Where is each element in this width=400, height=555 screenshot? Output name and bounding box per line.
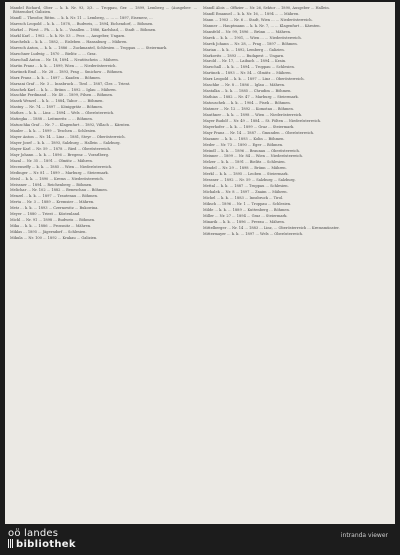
library-bars-icon: [8, 539, 13, 548]
directory-entry: Marzani Graf ... Nr. 3 ... Innsbruck ... Tirol ... 1887, Cles ... Trient.: [10, 81, 131, 86]
directory-entry: Mendel ... Nr. 29 ... 1898 ... Brünn ... Mähren.: [203, 166, 287, 171]
directory-entry: Metz ... k. k. ... 1893 ... Czernowitz ... Bukowina.: [10, 206, 99, 211]
directory-entry: Mandl Emanuel ... k. k. Nr. 16, ... 1894 ... ... Mähren.: [203, 11, 300, 16]
directory-entry: Meder ... Nr. 73 ... 1890 ... Eger ... Böhmen.: [203, 142, 284, 147]
directory-entry: Minarik ... k. k. ... 1896 ... Prerau ... Mähren.: [203, 219, 285, 224]
directory-entry: Marx Leopold ... k. k. ... 1897 ... Linz ... Oberösterreich.: [203, 77, 305, 82]
logo-line-2: bibliothek: [16, 539, 76, 550]
directory-entry: Marcheluk ... k. k. ... 1882, ... Eisleben ... Hansaburg ... Mähren.: [10, 40, 128, 45]
directory-entry: Mika ... k. k. ... 1886 ... Prossnitz ... Mähren.: [10, 224, 92, 229]
directory-entry: Mikula ... Nr. 100 ... 1892 ... Krakau ... Galizien.: [10, 235, 98, 240]
directory-entry: Mayer Rudolf ... Nr. 49 ... 1884 ... St. Pölten ... Niederösterreich.: [203, 118, 322, 123]
directory-entry: Merkl ... k. k. ... 1895 ... Leoben ... Steiermark.: [203, 172, 289, 177]
directory-entry: Matouschek ... k. k. ... 1904 ... Pisek ... Böhmen.: [203, 101, 291, 105]
directory-entry: Mittermayer ... k. k. ... 1897 ... Wels ... Oberösterreich.: [203, 231, 304, 236]
viewer-credit[interactable]: intranda viewer: [340, 532, 388, 539]
directory-entry: Meindl ... k. k. ... 1896 ... Braunau ... Oberösterreich.: [203, 148, 300, 153]
directory-entry: Mauthner ... k. k. ... 1898 ... Wien ... Niederösterreich.: [203, 112, 303, 117]
directory-entry: Mettal ... k. k. ... 1887 ... Troppau ... Schlesien.: [203, 184, 289, 189]
logo-line-1: oö landes: [8, 528, 59, 539]
directory-entry: Marek Johann ... Nr. 28, ... Prag ... 1897 ... Böhmen.: [203, 41, 298, 46]
viewer-footer: [0, 524, 400, 555]
directory-entry: Menzel ... k. k. ... 1897 ... Trautenau ... Böhmen.: [10, 194, 99, 199]
directory-entry: Mandl Alois ... Offizier ... Nr. 26, Sektor ... 1890, Ausgeber ... Hallein.: [203, 6, 330, 10]
directory-entry: Matuschka Graf ... Nr. 7 ... Klagenfurt ... 1892, Villach ... Kärnten.: [10, 123, 131, 128]
directory-entry: Mansfeld ... Nr. 99, 1896 ... Brünn ... ... Mähren.: [203, 29, 292, 34]
directory-entry: Marschall Anton ... Nr. 18, 1894 ... Neutitschein ... Mähren.: [10, 57, 119, 62]
directory-entry: Markl Karl ... 1902 ... k. k. Nr. 53 ... Pecs ..., Ausgeber, Ungarn.: [10, 34, 126, 39]
directory-entry: Marold ... Nr. 17, ... Laibach ... 1894 ... Krain.: [203, 59, 287, 64]
directory-entry: Maresch Anton, ... k. k. ... 1886 ... Zuckmantel, Schlesien ... Troppau ... ... Steiermark.: [10, 45, 168, 50]
directory-entry: Michl ... Nr. 91 ... 1898 ... Budweis ... Böhmen.: [10, 218, 96, 223]
text-column-right: [203, 6, 390, 524]
directory-entry: Miller ... Nr. 27 ... 1894 ... Graz ... Steiermark.: [203, 213, 288, 218]
directory-entry: Matiegka ... 1888 ... Leitmeritz ... ... Böhmen.: [10, 117, 93, 122]
directory-entry: Marschall ... k. k. ... 1894 ... Troppau ... Schlesien.: [203, 65, 295, 70]
directory-entry: Miksch ... 1896 ... Nr. 1 ... Troppau ... Schlesien.: [203, 201, 292, 206]
directory-entry: Mauler ... k. k. ... 1899 ... Teschen ... Schlesien.: [10, 129, 97, 134]
directory-entry: Marek ... k. k. ... 1901, ... Wien ... ... Niederösterreich.: [203, 35, 302, 40]
directory-entry: Mittelberger ... Nr. 14 ... 1883 ... Linz, ... Oberösterreich ... Kremsmünster.: [203, 225, 340, 230]
directory-entry: Maschke ... Nr. 8 ... 1886 ... Iglau ... Mähren.: [203, 83, 286, 88]
scanned-page: [5, 2, 395, 524]
directory-entry: Markovits ... 1893 ... ... Budapest ... Ungarn.: [203, 53, 285, 58]
directory-entry: Miklas ... 1895 ... Jägerndorf ... Schlesien.: [10, 230, 87, 235]
directory-entry: Maresch Leopold ... k. k. ... 1878, ... Budweis, ... 1894, Eichendorf, ... Böhmen.: [10, 22, 154, 27]
directory-entry: Martinek ... 1893 ... Nr. 54 ... Olmütz ... Mähren.: [203, 71, 292, 76]
directory-entry: Mastny ... Nr. 74 ... 1897 ... Königgrätz ... Böhmen.: [10, 105, 103, 110]
directory-entry: Mathias ... 1882 ... Nr. 47 ... Marburg ... Steiermark.: [203, 95, 299, 100]
directory-entry: Maschek Karl ... k. k. ... Brünn ... 1892 ... Iglau ... Mähren.: [10, 87, 117, 92]
directory-entry: Mandel Richard, Ober ... k. k. Nr. 93, 3/3. ... Troppau, Ger. ... 1899, Lemberg ... (Ausgeber: ... Bötzendorf, Galizien.: [10, 6, 197, 15]
directory-entry: Maschke Ferdinand ... Nr. 40 ... 1899, Pilsen ... Böhmen.: [10, 93, 114, 98]
directory-entry: Masek Wenzel ... k. k. ... 1884, Tabor ... ... Böhmen.: [10, 99, 104, 104]
directory-entry: Meissner ... 1894 ... Reichenberg ... Böhmen.: [10, 182, 93, 187]
directory-entry: Messner ... 1892 ... Nr. 59 ... Salzburg ... Salzburg.: [203, 178, 296, 183]
directory-entry: Meisl ... k. k. ... 1890 ... Krems ... Niederösterreich.: [10, 176, 104, 181]
directory-entry: Mecenseffy ... k. k. ... 1885 ... Wien ... Niederösterreich.: [10, 164, 113, 169]
directory-entry: Melichar ... Nr. 102 ... 1882 ... Beneschau ... Böhmen.: [10, 188, 108, 193]
directory-entry: Meyer ... 1880 ... Triest ... Küstenland.: [10, 212, 81, 217]
directory-entry: Milde ... k. k. ... 1889 ... Kuttenberg ... Böhmen.: [203, 207, 290, 212]
directory-entry: Martin Franz ... k. k. ... 1899, Wien ... ... Niederösterreich.: [10, 63, 117, 68]
directory-entry: Mandl ... Theodor, Rittm. ... k. k. Nr. 11 ... Lemberg, ... ... ... 1897, Eisenerz, ...: [10, 16, 153, 21]
directory-entry: Mazanec ... k. k. ... 1893 ... Kolin ... Böhmen.: [203, 136, 285, 141]
directory-entry: Mastalka ... k. k. ... 1885 ... Chrudim ... Böhmen.: [203, 89, 292, 94]
directory-entry: Mann ... 1903 ... Nr. 6 ... Stadt, Wien ... ... Niederösterreich.: [203, 17, 313, 22]
library-logo[interactable]: [8, 528, 76, 550]
directory-entry: Marian ... k. k. ... 1892, Lemberg ... Galizien.: [203, 47, 285, 52]
directory-entry: Marx Franz ... k. k. ... 1897 ... Kaaden ... Böhmen.: [10, 75, 101, 80]
directory-entry: Medinger ... Nr. 81 ... 1899 ... Marburg ... Steiermark.: [10, 170, 109, 175]
directory-entry: Michalek ... Nr. 8 ... 1897 ... Znaim ... Mähren.: [203, 190, 288, 195]
directory-entry: Melzer ... k. k. ... 1891 ... Bielitz ... Schlesien.: [203, 160, 286, 165]
directory-entry: Mazal ... Nr. 35 ... 1891 ... Olmütz ... Mähren.: [10, 158, 93, 163]
directory-entry: Mayer Josef ... k. k. ... 1893, Salzburg ... Hallein ... Salzburg.: [10, 140, 121, 145]
directory-entry: Mayr Johann ... k. k. ... 1896 ... Bregenz ... Vorarlberg.: [10, 152, 110, 157]
directory-entry: Matzner ... Nr. 12 ... 1892 ... Komotau ... Böhmen.: [203, 106, 294, 111]
directory-entry: Merta ... Nr. 3 ... 1889 ... Kremsier ... Mähren.: [10, 200, 95, 205]
directory-entry: Manner ... Hauptmann ... k. k. Nr. 7, ... ... Klagenfurt ... Kärnten.: [203, 23, 321, 28]
directory-entry: Mayer Karl ... Nr. 59 ... 1878 ... Ried ... Oberösterreich.: [10, 146, 111, 151]
text-column-left: [10, 6, 197, 524]
directory-entry: Meixner ... 1899 ... Nr. 84 ... Wien ... Niederösterreich.: [203, 154, 304, 159]
directory-entry: Mayr Franz ... Nr. 14 ... 1887 ... Gmunden ... Oberösterreich.: [203, 130, 315, 135]
directory-entry: Mayer Anton ... Nr. 14 ... Linz ... 1881, Steyr ... Oberösterreich.: [10, 135, 126, 140]
directory-entry: Mayerhofer ... k. k. ... 1899 ... Graz ... Steiermark.: [203, 124, 295, 129]
directory-entry: Michel ... k. k. ... 1883 ... Innsbruck ... Tirol.: [203, 196, 284, 200]
directory-entry: Mathes ... k. k. ... Linz ... 1894 ... Wels ... Oberösterreich.: [10, 111, 115, 116]
directory-entry: Marschner Ludwig ... 1870 ... Bielitz ... ... Graz.: [10, 51, 97, 56]
directory-entry: Martinek Emil ... Nr. 28 ... 1893, Prag ... Smichow ... Böhmen.: [10, 69, 124, 74]
directory-entry: Markel ... Fürst ... Ph. ... k. k. ... Vasallen ... 1886, Karlsbad, ... Stadt ... Böhmen.: [10, 28, 157, 33]
